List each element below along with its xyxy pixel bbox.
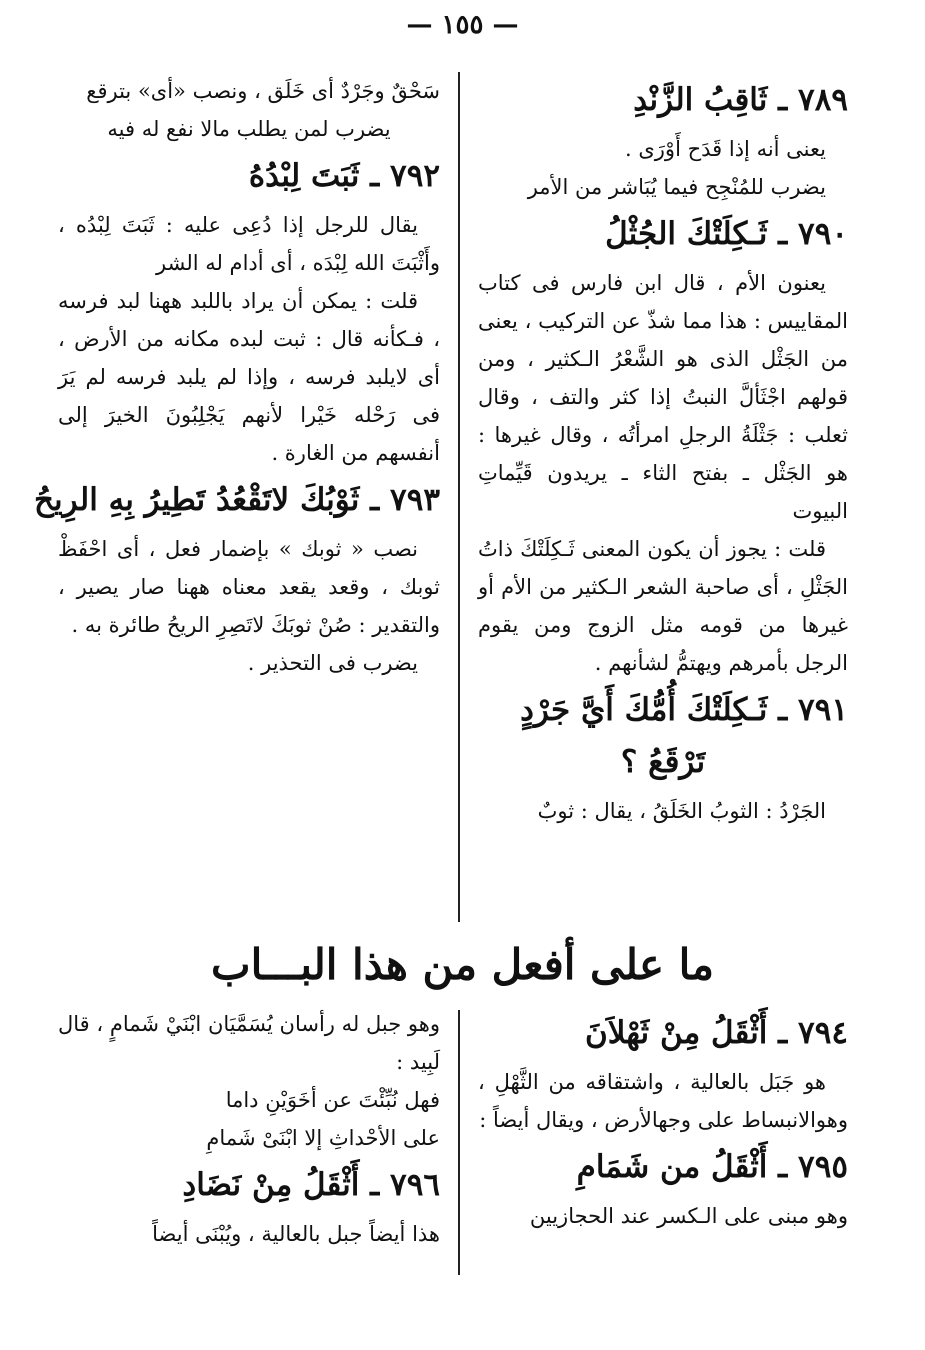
section-title: ما على أفعل من هذا البـــاب xyxy=(211,940,714,989)
entry-heading-791: ٧٩١ ـ ثَـكِلَتْكَ أُمُّكَ أَيَّ جَرْدٍ xyxy=(520,692,848,728)
right-column-top xyxy=(478,72,848,830)
entry-text: يضرب للمُنْجِح فيما يُبَاشر من الأمر xyxy=(527,175,826,199)
entry-heading-793: ٧٩٣ ـ ثَوْبُكَ لاتَقْعُدُ تَطِيرُ بِهِ الرِيحُ xyxy=(34,482,440,518)
verse-line: على الأحْداثِ إلا ابْنَىْ شَمامِ xyxy=(206,1126,440,1150)
right-column-bottom xyxy=(478,1005,848,1235)
entry-text: يقال للرجل إذا دُعِى عليه : ثَبَتَ لِبْدُه ، وأَثْبَتَ الله لِبْدَه ، أى أدام له الشر xyxy=(58,213,440,275)
entry-text: هذا أيضاً جبل بالعالية ، ويُبْنَى أيضاً xyxy=(152,1222,440,1246)
entry-heading-790: ٧٩٠ ـ ثَـكِلَتْكَ الجُثْلُ xyxy=(605,216,848,252)
verse-line: فهل نُبِّئْتَ عن أخَوَيْنِ داما xyxy=(225,1088,440,1112)
entry-heading-791-cont: تَرْقَعُ ؟ xyxy=(620,744,706,780)
entry-heading-789: ٧٨٩ ـ ثَاقِبُ الزَّنْدِ xyxy=(633,82,848,118)
entry-text: وهو مبنى على الـكسر عند الحجازيين xyxy=(529,1204,848,1228)
left-column-bottom xyxy=(58,1005,440,1253)
entry-text: يضرب فى التحذير . xyxy=(247,651,418,675)
entry-text: يعنون الأم ، قال ابن فارس فى كتاب المقاييس : هذا مما شذّ عن التركيب ، يعنى من الجَثْل الذى هو الشَّعْرُ الـكثير ، ومن قولهم اجْثَألَّ النبتُ إذا كثر والتف ، وقال ثعلب : جَثْلَةُ الرجلِ امرأتُه ، وقال غيرها : هو الجَثْل ـ بفتح الثاء ـ يريدون قَيِّماتِ البيوت xyxy=(478,271,848,523)
entry-text: سَحْقٌ وجَرْدٌ أى خَلَق ، ونصب «أى» بترقع xyxy=(86,79,440,103)
page-number: — ١٥٥ — xyxy=(406,10,519,40)
entry-text: يضرب لمن يطلب مالا نفع له فيه xyxy=(107,117,391,141)
entry-text: هو جَبَل بالعالية ، واشتقاقه من الثَّهْلِ ، وهوالانبساط على وجهالأرض ، ويقال أيضاً : xyxy=(478,1070,848,1132)
entry-text: نصب « ثوبك » بإضمار فعل ، أى احْفَظْ ثوبك ، وقعد يقعد معناه ههنا صار يصير ، والتقدير : صُنْ ثوبَكَ لاتَصِرِ الريحُ طائرة به . xyxy=(58,537,440,637)
entry-text: قلت : يجوز أن يكون المعنى ثَـكِلَتْكَ ذاتُ الجَثْلِ ، أى صاحبة الشعر الـكثير من الأم أو غيرها من قومه مثل الزوج ومن يقوم الرجل بأمرهم ويهتمُّ لشأنهم . xyxy=(478,537,848,675)
column-divider xyxy=(458,72,460,922)
entry-text: وهو جبل له رأسان يُسَمَّيَان ابْنَيْ شَمامٍ ، قال لَبِيد : xyxy=(58,1012,440,1074)
entry-heading-795: ٧٩٥ ـ أَثْقَلُ من شَمَامِ xyxy=(576,1149,848,1185)
entry-text: يعنى أنه إذا قَدَح أَوْرَى . xyxy=(625,137,826,161)
entry-text: الجَرْدُ : الثوبُ الخَلَقُ ، يقال : ثوبٌ xyxy=(537,799,826,823)
entry-heading-792: ٧٩٢ ـ ثَبَتَ لِبْدُهُ xyxy=(248,158,440,194)
entry-heading-796: ٧٩٦ ـ أَثْقَلُ مِنْ نَضَادِ xyxy=(182,1167,440,1203)
entry-text: قلت : يمكن أن يراد باللبد ههنا لبد فرسه ، فـكأنه قال : ثبت لبده مكانه من الأرض ، أى لايلبد فرسه ، وإذا لم يلبد فرسه لم يَرَ فى رَحْله خَيْرا لأنهم يَجْلِبُونَ الخيرَ إلى أنفسهم من الغارة . xyxy=(58,289,440,465)
left-column-top xyxy=(34,72,440,682)
column-divider xyxy=(458,1010,460,1275)
entry-heading-794: ٧٩٤ ـ أَثْقَلُ مِنْ ثَهْلاَنَ xyxy=(585,1015,848,1051)
